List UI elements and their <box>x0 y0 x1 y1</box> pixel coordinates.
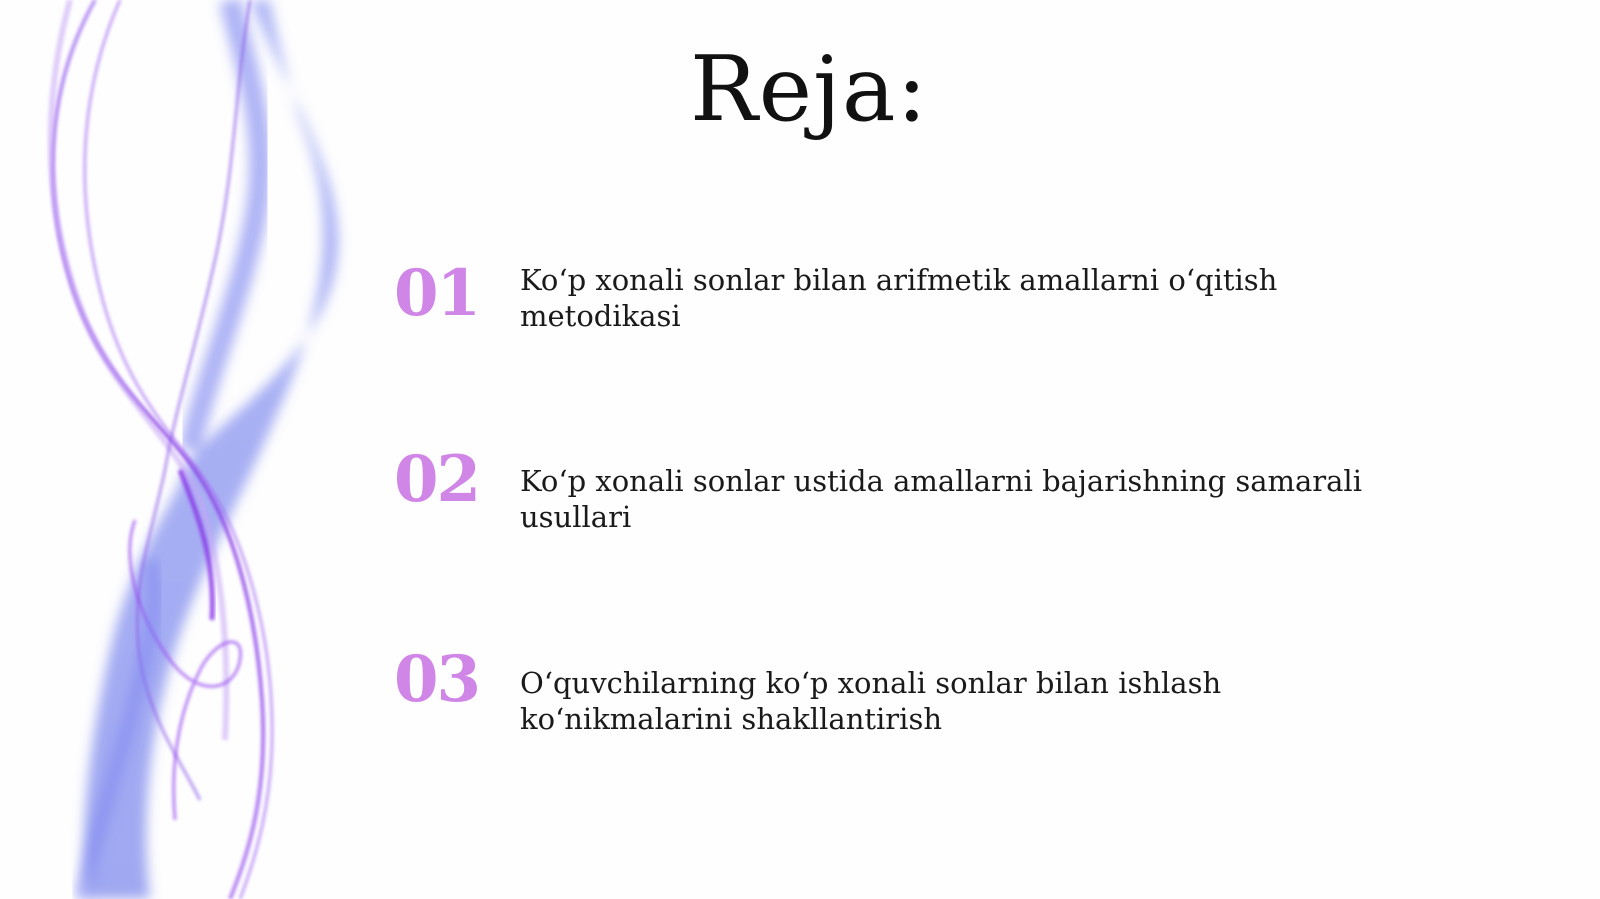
item-text: Ko‘p xonali sonlar bilan arifmetik amallarni o‘qitish metodikasi <box>520 263 1278 333</box>
item-text: Ko‘p xonali sonlar ustida amallarni bajarishning samarali usullari <box>520 464 1362 534</box>
purple-smoke-decoration <box>0 0 380 899</box>
item-number: 01 <box>394 256 480 331</box>
slide-title: Reja: <box>690 37 928 142</box>
item-text: O‘quvchilarning ko‘p xonali sonlar bilan ishlash ko‘nikmalarini shakllantirish <box>520 666 1222 736</box>
item-number: 03 <box>394 642 480 717</box>
item-number: 02 <box>394 442 480 517</box>
